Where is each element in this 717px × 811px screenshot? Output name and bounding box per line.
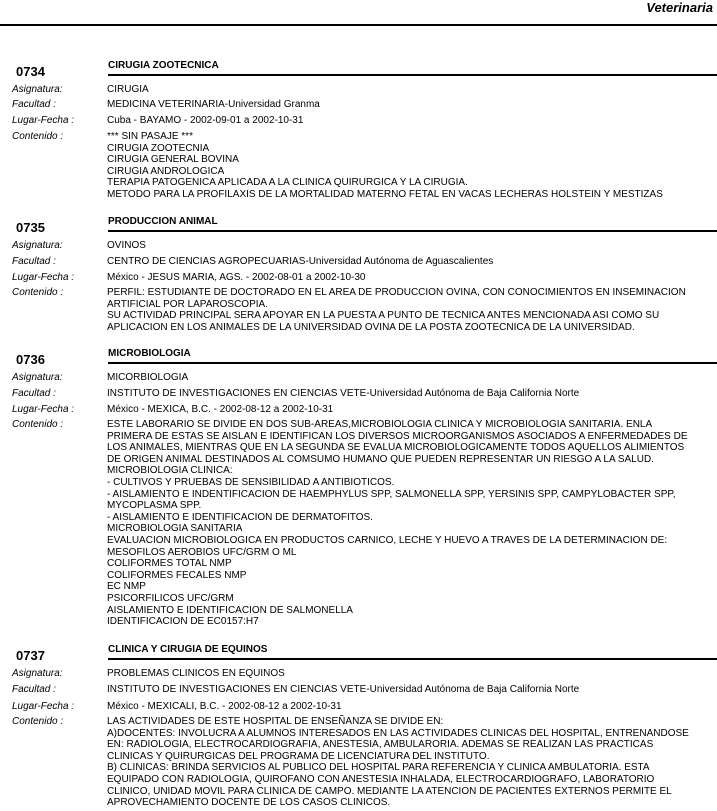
contenido-line: - AISLAMIENTO E IDENTIFICACION DE DERMATOFITOS. <box>107 511 373 523</box>
contenido-line: A)DOCENTES: INVOLUCRA A ALUMNOS INTERESADOS EN LAS ACTIVIDADES CLINICAS DEL HOSPITAL, ENTRENANDOSE <box>107 727 689 739</box>
asignatura-value: OVINOS <box>107 240 146 251</box>
asignatura-label: Asignatura: <box>12 240 63 251</box>
contenido-line: PERFIL: ESTUDIANTE DE DOCTORADO EN EL AREA DE PRODUCCION OVINA, CON CONOCIMIENTOS EN INSEMINACION <box>107 287 686 298</box>
contenido-line: - AISLAMIENTO E INDENTIFICACION DE HAEMPHYLUS SPP, SALMONELLA SPP, YERSINIS SPP, CAMPYLOBACTER SPP, <box>107 488 676 500</box>
contenido-line: MICROBIOLOGIA SANITARIA <box>107 523 243 535</box>
contenido-line: AISLAMIENTO E IDENTIFICACION DE SALMONELLA <box>107 604 353 616</box>
contenido-line: COLIFORMES FECALES NMP <box>107 569 247 581</box>
entry-divider <box>108 230 717 232</box>
facultad-label: Facultad : <box>12 99 56 110</box>
lugar-fecha-value: Cuba - BAYAMO - 2002-09-01 a 2002-10-31 <box>107 115 304 126</box>
entry-title: CLINICA Y CIRUGIA DE EQUINOS <box>108 644 268 655</box>
contenido-line: LAS ACTIVIDADES DE ESTE HOSPITAL DE ENSEÑANZA SE DIVIDE EN: <box>107 716 444 727</box>
contenido-line: CIRUGIA ZOOTECNIA <box>107 142 210 154</box>
contenido-text <box>107 716 712 809</box>
facultad-label: Facultad : <box>12 388 56 399</box>
entry-divider <box>108 362 717 364</box>
lugar-fecha-value: México - MEXICALI, B.C. - 2002-08-12 a 2002-10-31 <box>107 701 342 712</box>
entry-divider <box>108 658 717 660</box>
contenido-line: ARTIFICIAL POR LAPAROSCOPIA. <box>107 298 268 310</box>
contenido-text <box>107 419 712 628</box>
contenido-line: MESOFILOS AEROBIOS UFC/GRM O ML <box>107 546 297 558</box>
asignatura-label: Asignatura: <box>12 372 63 383</box>
contenido-line: APROVECHAMIENTO DOCENTE DE LOS CASOS CLINICOS. <box>107 797 391 809</box>
asignatura-value: MICORBIOLOGIA <box>107 372 189 383</box>
contenido-label: Contenido : <box>12 131 64 142</box>
lugar-fecha-value: México - JESUS MARIA, AGS. - 2002-08-01 a 2002-10-30 <box>107 272 366 283</box>
contenido-line: APLICACION EN LOS ANIMALES DE LA UNIVERSIDAD OVINA DE LA POSTA ZOOTECNICA DE LA UNIVERSIDAD. <box>107 321 635 333</box>
contenido-line: ESTE LABORARIO SE DIVIDE EN DOS SUB-AREAS,MICROBIOLOGIA CLINICA Y MICROBIOLOGIA SANITARIA. ENLA <box>107 419 653 430</box>
facultad-value: INSTITUTO DE INVESTIGACIONES EN CIENCIAS VETE-Universidad Autónoma de Baja California Norte <box>107 684 580 695</box>
facultad-label: Facultad : <box>12 256 56 267</box>
lugar-fecha-value: México - MEXICA, B.C. - 2002-08-12 a 2002-10-31 <box>107 404 334 415</box>
contenido-line: METODO PARA LA PROFILAXIS DE LA MORTALIDAD MATERNO FETAL EN VACAS LECHERAS HOLSTEIN Y MESTIZAS <box>107 188 663 200</box>
asignatura-label: Asignatura: <box>12 668 63 679</box>
entry-code: 0734 <box>16 64 45 79</box>
contenido-line: B) CLINICAS: BRINDA SERVICIOS AL PUBLICO DEL HOSPITAL PARA REFERENCIA Y CLINICA AMBULATORIA. ESTA <box>107 762 650 774</box>
contenido-label: Contenido : <box>12 419 64 430</box>
contenido-line: CIRUGIA ANDROLOGICA <box>107 165 225 177</box>
facultad-value: MEDICINA VETERINARIA-Universidad Granma <box>107 99 320 110</box>
contenido-line: IDENTIFICACION DE EC0157:H7 <box>107 616 259 628</box>
contenido-text <box>107 131 712 201</box>
lugar-fecha-label: Lugar-Fecha : <box>12 115 75 126</box>
contenido-line: EC NMP <box>107 581 146 593</box>
lugar-fecha-label: Lugar-Fecha : <box>12 701 75 712</box>
facultad-value: INSTITUTO DE INVESTIGACIONES EN CIENCIAS VETE-Universidad Autónoma de Baja California Norte <box>107 388 580 399</box>
contenido-line: COLIFORMES TOTAL NMP <box>107 558 232 570</box>
facultad-label: Facultad : <box>12 684 56 695</box>
asignatura-value: CIRUGIA <box>107 84 149 95</box>
lugar-fecha-label: Lugar-Fecha : <box>12 272 75 283</box>
contenido-line: CLINICO, UNIDAD MOVIL PARA CLINICA DE CAMPO. MEDIANTE LA ATENCION DE PACIENTES EXTERNOS PERMITE EL <box>107 785 672 797</box>
contenido-line: *** SIN PASAJE *** <box>107 131 193 142</box>
lugar-fecha-label: Lugar-Fecha : <box>12 404 75 415</box>
contenido-line: EN: RADIOLOGIA, ELECTROCARDIOGRAFIA, ANESTESIA, AMBULARORIA. ADEMAS SE REALIZAN LAS PRACTICAS <box>107 739 654 751</box>
contenido-line: CIRUGIA GENERAL BOVINA <box>107 154 239 166</box>
contenido-line: MYCOPLASMA SPP. <box>107 500 202 512</box>
contenido-label: Contenido : <box>12 716 64 727</box>
contenido-line: CLINICAS Y QUIRURGICAS DEL PROGRAMA DE LICENCIATURA DEL INSTITUTO. <box>107 750 490 762</box>
facultad-value: CENTRO DE CIENCIAS AGROPECUARIAS-Universidad Autónoma de Aguascalientes <box>107 256 494 267</box>
entry-code: 0735 <box>16 220 45 235</box>
entry-title: MICROBIOLOGIA <box>108 348 191 359</box>
contenido-line: DE ORIGEN ANIMAL DESTINADOS AL COMSUMO HUMANO QUE PUEDEN REPRESENTAR UN RIESGO A LA SALUD. <box>107 453 654 465</box>
contenido-line: - CULTIVOS Y PRUEBAS DE SENSIBILIDAD A ANTIBIOTICOS. <box>107 476 395 488</box>
asignatura-value: PROBLEMAS CLINICOS EN EQUINOS <box>107 668 285 679</box>
contenido-text <box>107 287 712 333</box>
contenido-line: SU ACTIVIDAD PRINCIPAL SERA APOYAR EN LA PUESTA A PUNTO DE TECNICA ANTES MENCIONADA ASI COMO SU <box>107 310 660 322</box>
contenido-line: LOS ANIMALES, MIENTRAS QUE EN LA SEGUNDA SE EVALUA MICROBIOLOGICAMENTE TODOS AQUELLOS ALIMIENTOS <box>107 442 685 454</box>
contenido-line: TERAPIA PATOGENICA APLICADA A LA CLINICA QUIRURGICA Y LA CIRUGIA. <box>107 177 468 189</box>
entry-code: 0736 <box>16 352 45 367</box>
contenido-label: Contenido : <box>12 287 64 298</box>
section-title: Veterinaria <box>646 0 713 15</box>
contenido-line: PSICORFILICOS UFC/GRM <box>107 592 234 604</box>
asignatura-label: Asignatura: <box>12 84 63 95</box>
contenido-line: EQUIPADO CON RADIOLOGIA, QUIROFANO CON ANESTESIA INHALADA, ELECTROCARDIOGRAFO, LABORATORIO <box>107 773 655 785</box>
entry-title: CIRUGIA ZOOTECNICA <box>108 60 219 71</box>
page-header <box>0 0 717 26</box>
entry-title: PRODUCCION ANIMAL <box>108 216 218 227</box>
entry-code: 0737 <box>16 648 45 663</box>
contenido-line: MICROBIOLOGIA CLINICA: <box>107 465 233 477</box>
contenido-line: EVALUACION MICROBIOLOGICA EN PRODUCTOS CARNICO, LECHE Y HUEVO A TRAVES DE LA DETERMINACION DE: <box>107 534 668 546</box>
entry-divider <box>108 74 717 76</box>
contenido-line: PRIMERA DE ESTAS SE AISLAN E IDENTIFICAN LOS DIVERSOS MICROORGANISMOS ASOCIADOS A ENFERMEDADES DE <box>107 430 688 442</box>
